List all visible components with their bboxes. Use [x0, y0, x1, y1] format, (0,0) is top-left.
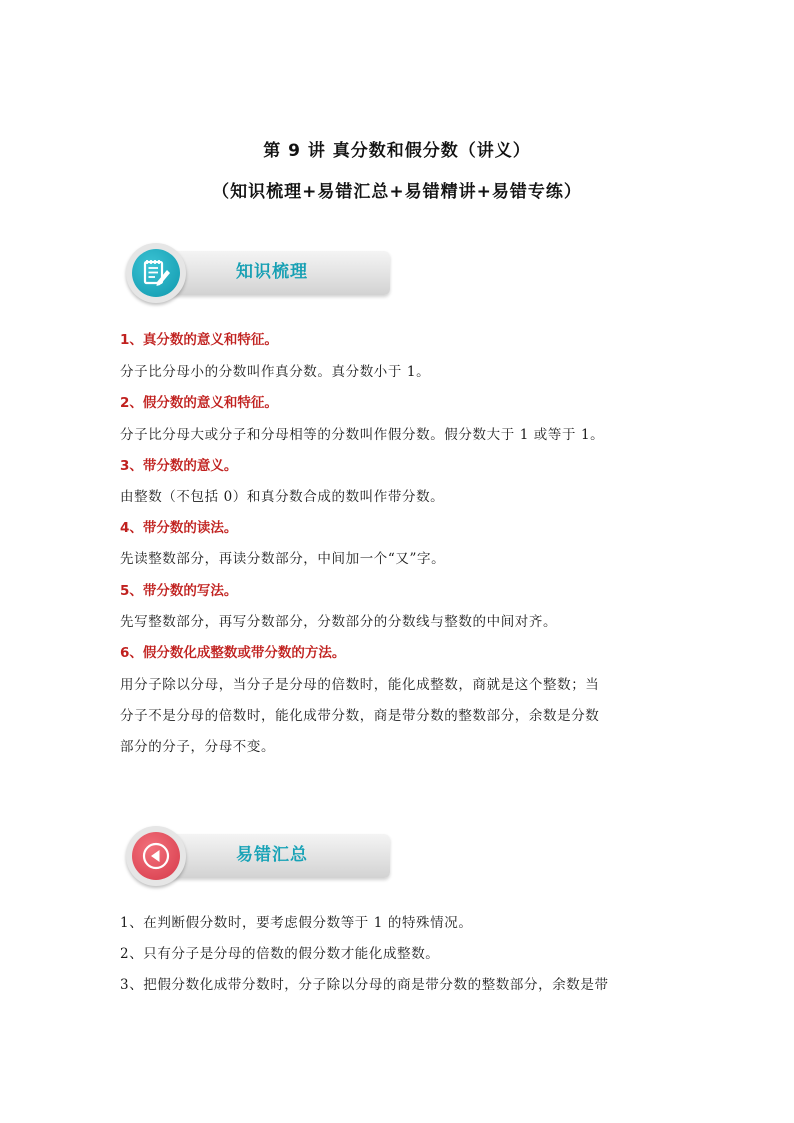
- knowledge-heading-6: 6、假分数化成整数或带分数的方法。: [120, 645, 346, 661]
- banner-icon-frame: [126, 826, 186, 886]
- knowledge-heading-1: 1、真分数的意义和特征。: [120, 332, 278, 348]
- banner-icon-frame: [126, 243, 186, 303]
- knowledge-text-4: 先读整数部分，再读分数部分，中间加一个“又”字。: [120, 551, 446, 567]
- knowledge-heading-2: 2、假分数的意义和特征。: [120, 395, 278, 411]
- page-subtitle: （知识梳理+易错汇总+易错精讲+易错专练）: [212, 182, 582, 202]
- errors-section-label: 易错汇总: [236, 845, 308, 865]
- knowledge-heading-3: 3、带分数的意义。: [120, 458, 238, 474]
- knowledge-text-6-line-2: 分子不是分母的倍数时，能化成带分数，商是带分数的整数部分，余数是分数: [120, 708, 600, 724]
- knowledge-heading-4: 4、带分数的读法。: [120, 520, 238, 536]
- play-left-icon: [132, 832, 180, 880]
- knowledge-text-2: 分子比分母大或分子和分母相等的分数叫作假分数。假分数大于 1 或等于 1。: [120, 427, 605, 443]
- knowledge-heading-5: 5、带分数的写法。: [120, 583, 238, 599]
- errors-section-banner: [122, 826, 392, 890]
- error-item-2: 2、只有分子是分母的倍数的假分数才能化成整数。: [120, 946, 440, 962]
- page-title: 第 9 讲 真分数和假分数（讲义）: [263, 141, 531, 161]
- knowledge-text-6-line-3: 部分的分子，分母不变。: [120, 739, 276, 755]
- knowledge-section-banner: [122, 243, 392, 307]
- knowledge-text-5: 先写整数部分，再写分数部分，分数部分的分数线与整数的中间对齐。: [120, 614, 558, 630]
- knowledge-text-3: 由整数（不包括 0）和真分数合成的数叫作带分数。: [120, 489, 445, 505]
- error-item-3: 3、把假分数化成带分数时，分子除以分母的商是带分数的整数部分，余数是带: [120, 977, 609, 993]
- error-item-1: 1、在判断假分数时，要考虑假分数等于 1 的特殊情况。: [120, 915, 473, 931]
- notepad-pencil-icon: [132, 249, 180, 297]
- knowledge-text-6-line-1: 用分子除以分母，当分子是分母的倍数时，能化成整数，商就是这个整数；当: [120, 677, 600, 693]
- knowledge-section-label: 知识梳理: [236, 262, 308, 282]
- knowledge-text-1: 分子比分母小的分数叫作真分数。真分数小于 1。: [120, 364, 431, 380]
